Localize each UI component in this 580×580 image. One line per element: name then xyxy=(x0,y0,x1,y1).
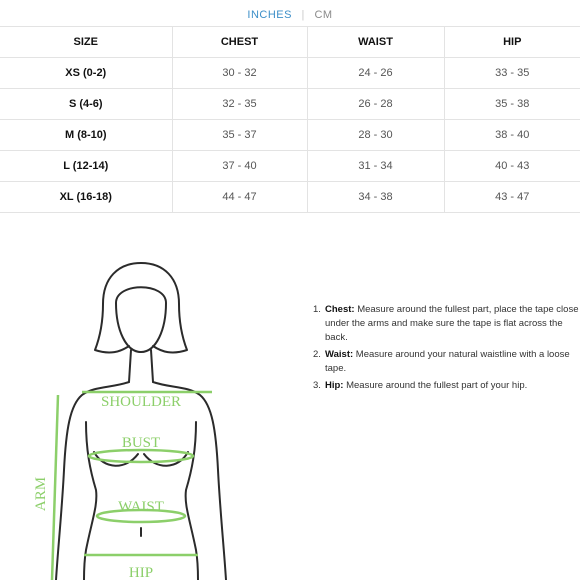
waist-label: WAIST xyxy=(118,499,164,515)
hip-cell: 38 - 40 xyxy=(444,120,580,151)
chest-cell: 30 - 32 xyxy=(172,58,307,89)
header-waist: WAIST xyxy=(307,27,444,58)
chest-cell: 37 - 40 xyxy=(172,151,307,182)
chest-cell: 44 - 47 xyxy=(172,182,307,213)
instruction-text: Measure around the fullest part of your hip. xyxy=(343,380,528,391)
size-chart-table xyxy=(0,26,580,213)
instruction-number: 1. xyxy=(313,304,321,315)
body-measurement-figure xyxy=(0,240,300,580)
header-hip: HIP xyxy=(444,27,580,58)
bust-loop xyxy=(89,450,193,462)
instruction-item xyxy=(313,379,580,393)
size-cell: S (4-6) xyxy=(0,89,172,120)
instruction-term: Chest: xyxy=(325,304,355,315)
size-cell: L (12-14) xyxy=(0,151,172,182)
table-row xyxy=(0,151,580,182)
instruction-text: Measure around the fullest part, place the tape close under the arms and make sure the tape is flat across the back. xyxy=(325,304,579,343)
waist-cell: 24 - 26 xyxy=(307,58,444,89)
bust-outline xyxy=(94,452,188,466)
size-cell: M (8-10) xyxy=(0,120,172,151)
table-row xyxy=(0,58,580,89)
header-size: SIZE xyxy=(0,27,172,58)
arm-label: ARM xyxy=(33,476,49,512)
cm-toggle[interactable]: CM xyxy=(314,9,333,21)
size-cell: XL (16-18) xyxy=(0,182,172,213)
unit-separator: | xyxy=(301,9,305,21)
inches-toggle[interactable]: INCHES xyxy=(247,9,292,21)
bust-label: BUST xyxy=(121,435,161,451)
waist-cell: 31 - 34 xyxy=(307,151,444,182)
instruction-number: 3. xyxy=(313,380,321,391)
chest-cell: 35 - 37 xyxy=(172,120,307,151)
hip-cell: 35 - 38 xyxy=(444,89,580,120)
instruction-term: Waist: xyxy=(325,349,354,360)
table-row xyxy=(0,89,580,120)
shoulder-label: SHOULDER xyxy=(100,394,182,410)
instruction-term: Hip: xyxy=(325,380,344,391)
instruction-text: Measure around your natural waistline with a loose tape. xyxy=(325,349,570,374)
waist-cell: 26 - 28 xyxy=(307,89,444,120)
hip-cell: 40 - 43 xyxy=(444,151,580,182)
table-row xyxy=(0,182,580,213)
header-chest: CHEST xyxy=(172,27,307,58)
torso-outline xyxy=(56,382,226,580)
table-header-row xyxy=(0,27,580,58)
instruction-item xyxy=(313,348,580,376)
hip-cell: 43 - 47 xyxy=(444,182,580,213)
neck-outline xyxy=(129,350,153,382)
instruction-item xyxy=(313,303,580,345)
unit-toggle xyxy=(0,9,580,21)
hair-outline xyxy=(95,263,187,353)
size-cell: XS (0-2) xyxy=(0,58,172,89)
hip-cell: 33 - 35 xyxy=(444,58,580,89)
hip-label: HIP xyxy=(128,565,154,580)
table-row xyxy=(0,120,580,151)
waist-cell: 28 - 30 xyxy=(307,120,444,151)
measurement-instructions xyxy=(313,303,580,396)
face-outline xyxy=(116,287,166,352)
instruction-number: 2. xyxy=(313,349,321,360)
chest-cell: 32 - 35 xyxy=(172,89,307,120)
waist-cell: 34 - 38 xyxy=(307,182,444,213)
